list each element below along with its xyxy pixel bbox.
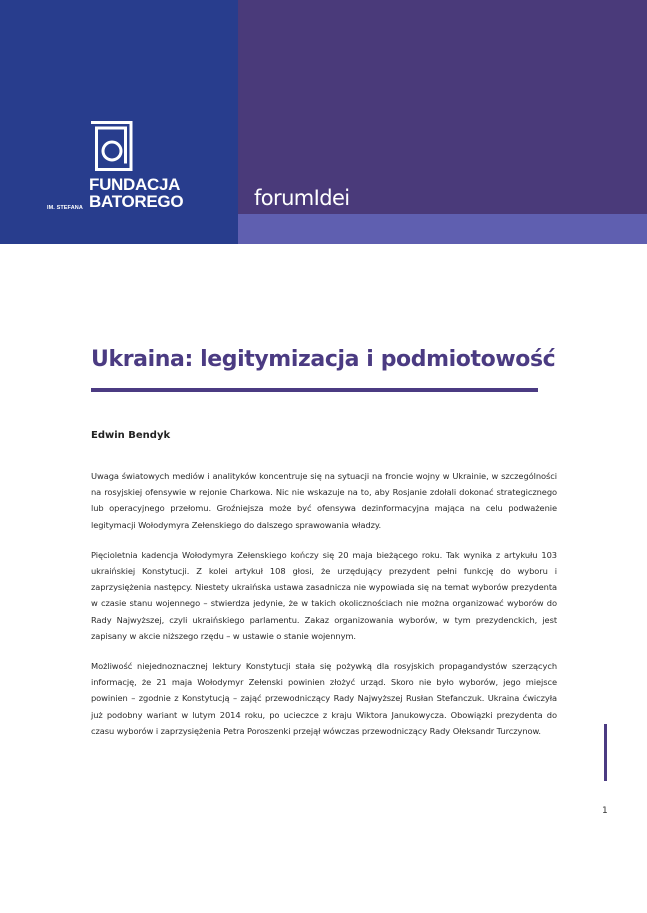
side-accent-bar: [604, 724, 607, 781]
article-author: Edwin Bendyk: [91, 430, 171, 441]
foundation-logo-icon: [89, 121, 133, 171]
logo-name-line1: FUNDACJA: [89, 175, 181, 194]
paragraph-2: Pięcioletnia kadencja Wołodymyra Zełenskiego kończy się 20 maja bieżącego roku. Tak wynika z artykułu 103 ukraińskiej Konstytucji. Z kolei artykuł 108 głosi, że urzędujący prezydent pełni funkcję do wyboru i zaprzysiężenia następcy. Niestety ukraińska ustawa zasadnicza nie wypowiada się na temat wyborów prezydenta w czasie stanu wojennego – stwierdza jedynie, że w takich okolicznościach nie można organizować wyborów do Rady Najwyższej, czyli ukraińskiego parlamentu. Zakaz organizowania wyborów, w tym prezydenckich, jest zapisany w akcie niższego rzędu – w ustawie o stanie wojennym.: [91, 549, 557, 641]
header-stripe: [238, 214, 647, 244]
paragraph-1: Uwaga światowych mediów i analityków koncentruje się na sytuacji na froncie wojny w Ukrainie, w szczególności na rosyjskiej ofensywie w rejonie Charkowa. Nic nie wskazuje na to, aby Rosjanie zdołali dokonać strategicznego lub operacyjnego przełomu. Groźniejsza może być ofensywa dezinformacyjna mająca na celu podważenie legitymacji Wołodymyra Zełenskiego do dalszego sprawowania władzy.: [91, 471, 557, 530]
logo-name-line2-wrap: [47, 192, 184, 211]
page-number: 1: [602, 806, 608, 816]
article-title: Ukraina: legitymizacja i podmiotowość: [91, 347, 556, 372]
brand-forumidei: forumIdei: [254, 186, 350, 210]
header-purple-panel: [238, 0, 647, 214]
foundation-logo-text: [47, 175, 184, 211]
paragraph-3: Możliwość niejednoznacznej lektury Konstytucji stała się pożywką dla rosyjskich propagandystów szerzących informację, że 21 maja Wołodymyr Zełenski powinien złożyć urząd. Skoro nie było wyborów, jego miejsce powinien – zgodnie z Konstytucją – zająć przewodniczący Rady Najwyższej Rusłan Stefanczuk. Ukraina ćwiczyła już podobny wariant w lutym 2014 roku, po ucieczce z kraju Wiktora Janukowycza. Obowiązki prezydenta do czasu wyborów i zaprzysiężenia Petra Poroszenki przejął wówczas przewodniczący Rady Ołeksandr Turczynow.: [91, 661, 557, 736]
title-underline: [91, 388, 538, 392]
article-body: [91, 468, 557, 753]
logo-name-line2: BATOREGO: [89, 192, 184, 211]
logo-prefix: IM. STEFANA: [47, 205, 83, 211]
